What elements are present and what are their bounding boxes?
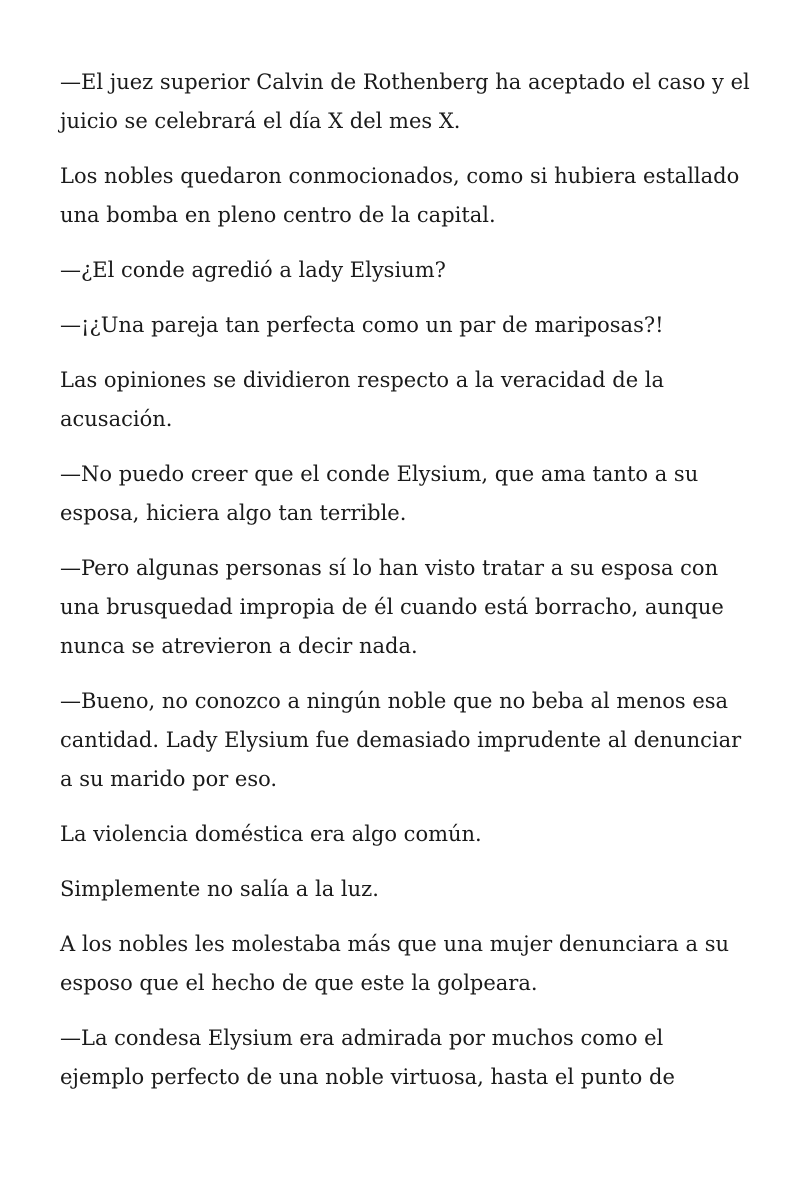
- paragraph: —La condesa Elysium era admirada por muchos como el ejemplo perfecto de una noble virtuosa, hasta el punto de: [60, 1026, 675, 1089]
- paragraph: Los nobles quedaron conmocionados, como si hubiera estallado una bomba en pleno centro de la capital.: [60, 164, 740, 227]
- paragraph: La violencia doméstica era algo común.: [60, 822, 482, 846]
- paragraph: Las opiniones se dividieron respecto a la veracidad de la acusación.: [60, 368, 665, 431]
- paragraph: —Bueno, no conozco a ningún noble que no beba al menos esa cantidad. Lady Elysium fue demasiado imprudente al denunciar a su marido por eso.: [60, 689, 742, 791]
- paragraph: —¡¿Una pareja tan perfecta como un par de mariposas?!: [60, 313, 664, 337]
- document-page: [60, 63, 750, 1113]
- paragraph: —No puedo creer que el conde Elysium, que ama tanto a su esposa, hiciera algo tan terrible.: [60, 462, 699, 525]
- paragraph: —¿El conde agredió a lady Elysium?: [60, 258, 446, 282]
- paragraph: A los nobles les molestaba más que una mujer denunciara a su esposo que el hecho de que este la golpeara.: [60, 932, 729, 995]
- paragraph: —El juez superior Calvin de Rothenberg ha aceptado el caso y el juicio se celebrará el día X del mes X.: [60, 70, 750, 133]
- paragraph: Simplemente no salía a la luz.: [60, 877, 379, 901]
- paragraph: —Pero algunas personas sí lo han visto tratar a su esposa con una brusquedad impropia de él cuando está borracho, aunque nunca se atrevieron a decir nada.: [60, 556, 724, 658]
